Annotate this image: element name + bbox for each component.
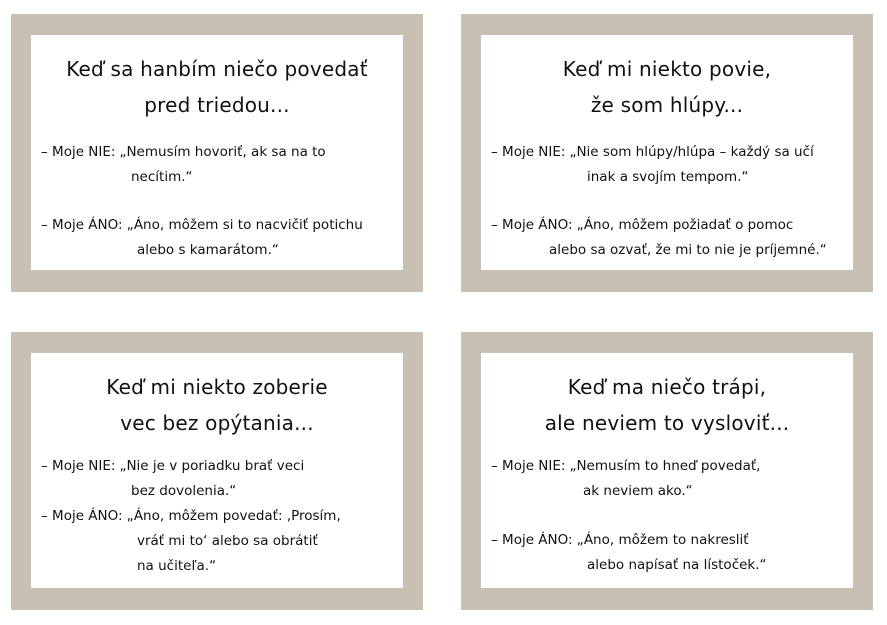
card-content xyxy=(481,353,853,588)
yes-answer-text: na učiteľa.“ xyxy=(137,558,217,574)
no-answer xyxy=(41,454,397,504)
card-title-line: že som hlúpy... xyxy=(590,93,744,117)
yes-prefix: – Moje ÁNO: xyxy=(491,217,573,233)
card-content xyxy=(31,35,403,270)
card-cannot-express xyxy=(461,332,873,610)
card-called-stupid xyxy=(461,14,873,292)
yes-answer xyxy=(41,213,397,263)
card-content xyxy=(481,35,853,270)
no-answer-text: ak neviem ako.“ xyxy=(583,483,693,499)
card-shame-speaking xyxy=(11,14,423,292)
no-answer xyxy=(41,140,397,190)
yes-prefix: – Moje ÁNO: xyxy=(41,508,123,524)
yes-answer-text: vráť mi to‘ alebo sa obrátiť xyxy=(137,533,318,549)
yes-answer-text: „Áno, môžem povedať: ‚Prosím, xyxy=(126,508,341,524)
no-answer-text: „Nemusím hovoriť, ak sa na to xyxy=(119,144,326,160)
yes-answer xyxy=(41,504,397,579)
card-title-line: Keď ma niečo trápi, xyxy=(567,375,767,399)
yes-answer-text: alebo napísať na lístoček.“ xyxy=(587,557,767,573)
no-prefix: – Moje NIE: xyxy=(41,144,116,160)
card-title xyxy=(481,51,853,123)
no-answer-text: „Nemusím to hneď povedať, xyxy=(569,458,761,474)
yes-answer-text: „Áno, môžem si to nacvičiť potichu xyxy=(126,217,363,233)
yes-answer xyxy=(491,213,847,263)
card-title-line: Keď mi niekto povie, xyxy=(562,57,772,81)
yes-answer-text: „Áno, môžem to nakresliť xyxy=(576,532,749,548)
card-title-line: pred triedou... xyxy=(144,93,290,117)
no-answer xyxy=(491,140,847,190)
no-answer-text: bez dovolenia.“ xyxy=(131,483,237,499)
card-content xyxy=(31,353,403,588)
card-title xyxy=(31,369,403,441)
yes-prefix: – Moje ÁNO: xyxy=(41,217,123,233)
no-prefix: – Moje NIE: xyxy=(491,144,566,160)
card-taken-without-asking xyxy=(11,332,423,610)
card-title-line: ale neviem to vysloviť... xyxy=(544,411,790,435)
no-answer-text: inak a svojím tempom.“ xyxy=(587,169,749,185)
yes-answer xyxy=(491,528,847,578)
card-title-line: Keď mi niekto zoberie xyxy=(106,375,328,399)
yes-prefix: – Moje ÁNO: xyxy=(491,532,573,548)
no-answer-text: „Nie je v poriadku brať veci xyxy=(119,458,305,474)
yes-answer-text: alebo sa ozvať, že mi to nie je príjemné.“ xyxy=(549,242,827,258)
yes-answer-text: „Áno, môžem požiadať o pomoc xyxy=(576,217,794,233)
no-answer-text: necítim.“ xyxy=(131,169,193,185)
no-answer xyxy=(491,454,847,504)
yes-answer-text: alebo s kamarátom.“ xyxy=(137,242,279,258)
card-title-line: Keď sa hanbím niečo povedať xyxy=(66,57,368,81)
card-title xyxy=(481,369,853,441)
no-prefix: – Moje NIE: xyxy=(491,458,566,474)
card-title-line: vec bez opýtania... xyxy=(120,411,314,435)
no-answer-text: „Nie som hlúpy/hlúpa – každý sa učí xyxy=(569,144,814,160)
card-title xyxy=(31,51,403,123)
no-prefix: – Moje NIE: xyxy=(41,458,116,474)
